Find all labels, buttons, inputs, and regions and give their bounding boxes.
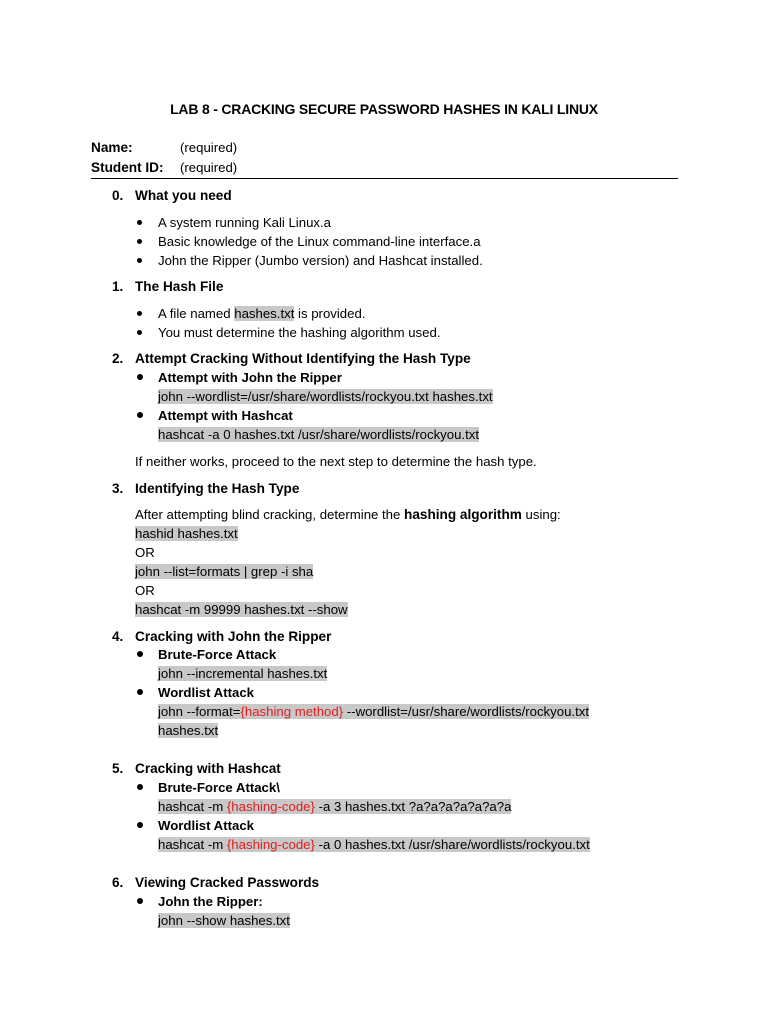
code-snippet: john --show hashes.txt <box>158 913 290 928</box>
section-title: Identifying the Hash Type <box>135 481 300 496</box>
command-line <box>158 835 590 854</box>
command-line <box>135 524 238 543</box>
paragraph-text: After attempting blind cracking, determine the <box>135 507 405 522</box>
section-title: What you need <box>135 188 232 203</box>
code-text: hashcat -m <box>158 837 227 852</box>
code-snippet: hashcat -m 99999 hashes.txt --show <box>135 602 348 617</box>
section-3-heading <box>112 479 299 499</box>
code-text: john --format= <box>158 704 241 719</box>
list-item: Basic knowledge of the Linux command-line interface.a <box>158 234 481 249</box>
or-separator: OR <box>135 545 155 560</box>
paragraph-text: using: <box>521 507 561 522</box>
list-item <box>158 304 365 323</box>
command-line <box>158 387 493 406</box>
emphasis-text: hashing algorithm <box>404 507 522 522</box>
code-snippet <box>158 837 590 852</box>
student-id-field <box>91 158 237 178</box>
code-snippet: hashid hashes.txt <box>135 526 238 541</box>
code-snippet <box>158 799 511 814</box>
code-text: -a 0 hashes.txt /usr/share/wordlists/rockyou.txt <box>314 837 590 852</box>
section-1-heading <box>112 277 223 297</box>
section-4-heading <box>112 627 331 647</box>
command-line <box>135 600 348 619</box>
section-number: 2. <box>112 351 124 366</box>
section-number: 4. <box>112 629 124 644</box>
name-label: Name: <box>91 140 133 155</box>
list-item-text: A file named <box>158 306 235 321</box>
header-divider <box>91 178 678 179</box>
section-5-heading <box>112 759 281 779</box>
list-item: You must determine the hashing algorithm used. <box>158 325 441 340</box>
or-separator: OR <box>135 583 155 598</box>
subsection-label: Brute-Force Attack\ <box>158 780 280 795</box>
section-number: 5. <box>112 761 124 776</box>
section-number: 6. <box>112 875 124 890</box>
document-title: LAB 8 - CRACKING SECURE PASSWORD HASHES IN KALI LINUX <box>170 101 598 117</box>
list-item-text: is provided. <box>294 306 366 321</box>
command-line <box>135 562 313 581</box>
section-title: Attempt Cracking Without Identifying the Hash Type <box>135 351 471 366</box>
note-text: If neither works, proceed to the next step to determine the hash type. <box>135 454 537 469</box>
section-title: Cracking with Hashcat <box>135 761 281 776</box>
command-line <box>158 702 589 721</box>
section-title: The Hash File <box>135 279 224 294</box>
code-text: hashcat -m <box>158 799 227 814</box>
placeholder-text: {hashing method} <box>240 704 344 719</box>
code-snippet: hashes.txt <box>158 723 219 738</box>
name-value: (required) <box>180 140 238 155</box>
code-snippet: john --wordlist=/usr/share/wordlists/rockyou.txt hashes.txt <box>158 389 493 404</box>
name-field <box>91 138 237 158</box>
code-snippet <box>158 704 589 719</box>
code-snippet: hashes.txt <box>234 306 295 321</box>
list-item: A system running Kali Linux.a <box>158 215 331 230</box>
section-number: 1. <box>112 279 124 294</box>
section-title: Cracking with John the Ripper <box>135 629 332 644</box>
code-text: -a 3 hashes.txt ?a?a?a?a?a?a?a <box>314 799 512 814</box>
command-line <box>158 911 290 930</box>
list-item: John the Ripper (Jumbo version) and Hashcat installed. <box>158 253 483 268</box>
subsection-label: Wordlist Attack <box>158 818 254 833</box>
paragraph <box>135 505 561 524</box>
section-title: Viewing Cracked Passwords <box>135 875 320 890</box>
code-text: --wordlist=/usr/share/wordlists/rockyou.txt <box>343 704 589 719</box>
placeholder-text: {hashing-code} <box>226 837 315 852</box>
code-snippet: hashcat -a 0 hashes.txt /usr/share/wordlists/rockyou.txt <box>158 427 480 442</box>
section-number: 0. <box>112 188 124 203</box>
subsection-label: John the Ripper: <box>158 894 263 909</box>
subsection-label: Brute-Force Attack <box>158 647 277 662</box>
command-line <box>158 425 479 444</box>
placeholder-text: {hashing-code} <box>226 799 315 814</box>
subsection-label: Attempt with Hashcat <box>158 408 293 423</box>
command-line <box>158 721 218 740</box>
section-0-heading <box>112 186 232 206</box>
section-number: 3. <box>112 481 124 496</box>
command-line <box>158 664 327 683</box>
command-line <box>158 797 511 816</box>
section-6-heading <box>112 873 319 893</box>
section-2-heading <box>112 349 471 369</box>
student-id-label: Student ID: <box>91 160 164 175</box>
subsection-label: Wordlist Attack <box>158 685 254 700</box>
student-id-value: (required) <box>180 160 238 175</box>
code-snippet: john --incremental hashes.txt <box>158 666 328 681</box>
subsection-label: Attempt with John the Ripper <box>158 370 342 385</box>
code-snippet: john --list=formats | grep -i sha <box>135 564 314 579</box>
